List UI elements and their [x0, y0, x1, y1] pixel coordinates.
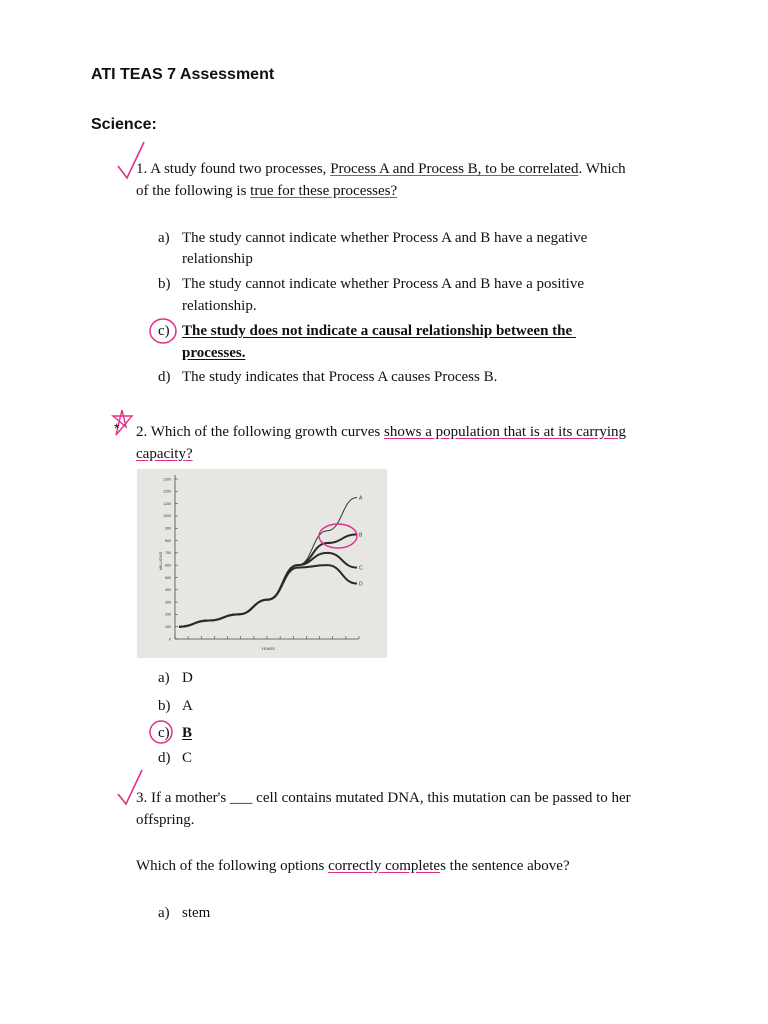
series-label-d: D — [359, 581, 363, 588]
q2-stem — [136, 421, 696, 465]
answer-circle-icon — [148, 719, 176, 747]
growth-curve-chart — [137, 469, 387, 658]
q1-underlined-phrase: true for these processes? — [250, 183, 398, 199]
y-axis-label: MILLIONS — [158, 551, 163, 571]
figure-background — [137, 469, 387, 658]
q1-number: 1. — [136, 161, 148, 177]
option-text: A — [182, 698, 193, 714]
q2-underlined-phrase: shows a population that is at its carrying — [384, 424, 627, 440]
option-text: relationship. — [182, 298, 257, 314]
y-tick-label: 400 — [165, 588, 171, 593]
y-tick-label: 1100 — [163, 501, 171, 506]
y-tick-label: 100 — [165, 624, 171, 629]
q3-prompt — [136, 855, 706, 877]
doc-title: ATI TEAS 7 Assessment — [91, 66, 275, 83]
q1-stem-part: . Which — [578, 161, 626, 177]
y-tick-label: 200 — [165, 612, 171, 617]
y-tick-label: 1000 — [163, 514, 171, 519]
series-label-a: A — [359, 495, 363, 502]
growth-curve-figure — [137, 469, 387, 658]
option-text-answer: B — [182, 725, 193, 741]
option-letter: b) — [158, 698, 171, 714]
q2-stem-part: Which of the following growth curves — [150, 424, 385, 440]
star-icon — [110, 407, 136, 437]
y-tick-label: 1200 — [163, 489, 171, 494]
series-label-b: B — [359, 532, 363, 539]
series-label-c: C — [359, 565, 363, 572]
option-letter: a) — [158, 905, 170, 921]
q3-prompt-part: Which of the following options — [136, 858, 329, 874]
q1-stem — [136, 158, 696, 202]
option-letter: d) — [158, 750, 171, 766]
option-text: C — [182, 750, 193, 766]
y-tick-label: 300 — [165, 600, 171, 605]
q3-prompt-part: s the sentence above? — [440, 858, 570, 874]
svg-text:*: * — [114, 420, 120, 436]
q2-underlined-phrase: capacity? — [136, 446, 193, 462]
option-letter: c) — [158, 323, 170, 339]
q3-stem-part: offspring. — [136, 812, 195, 828]
option-text-answer: The study does not indicate a causal relationship between the — [182, 323, 576, 339]
answer-circle-icon — [148, 317, 180, 347]
q1-underlined-phrase: Process A and Process B, to be correlated — [330, 161, 579, 177]
option-text: The study indicates that Process A causes Process B. — [182, 369, 498, 385]
q3-stem-part: If a mother's ___ cell contains mutated DNA, this mutation can be passed to her — [151, 790, 631, 806]
q3-stem — [136, 787, 706, 831]
y-tick-label: 0 — [169, 637, 171, 642]
q1-stem-part: of the following is — [136, 183, 251, 199]
q3-number: 3. — [136, 790, 148, 806]
option-letter: d) — [158, 369, 171, 385]
q1-stem-part: A study found two processes, — [150, 161, 331, 177]
option-text-answer: processes. — [182, 345, 246, 361]
y-tick-label: 500 — [165, 575, 171, 580]
y-tick-label: 800 — [165, 538, 171, 543]
q3-underlined-phrase: correctly complete — [328, 858, 441, 874]
option-letter: a) — [158, 670, 170, 686]
y-tick-label: 600 — [165, 563, 171, 568]
option-text: relationship — [182, 251, 253, 267]
x-axis-label: YEARS — [261, 646, 275, 651]
y-tick-label: 1300 — [163, 477, 171, 482]
option-letter: c) — [158, 725, 170, 741]
option-text: The study cannot indicate whether Process A and B have a negative — [182, 230, 588, 246]
y-tick-label: 900 — [165, 526, 171, 531]
option-letter: b) — [158, 276, 171, 292]
option-text: D — [182, 670, 193, 686]
y-tick-label: 700 — [165, 551, 171, 556]
section-title: Science: — [91, 116, 157, 133]
option-text: The study cannot indicate whether Process A and B have a positive — [182, 276, 584, 292]
option-letter: a) — [158, 230, 170, 246]
q2-number: 2. — [136, 424, 148, 440]
option-text: stem — [182, 905, 211, 921]
